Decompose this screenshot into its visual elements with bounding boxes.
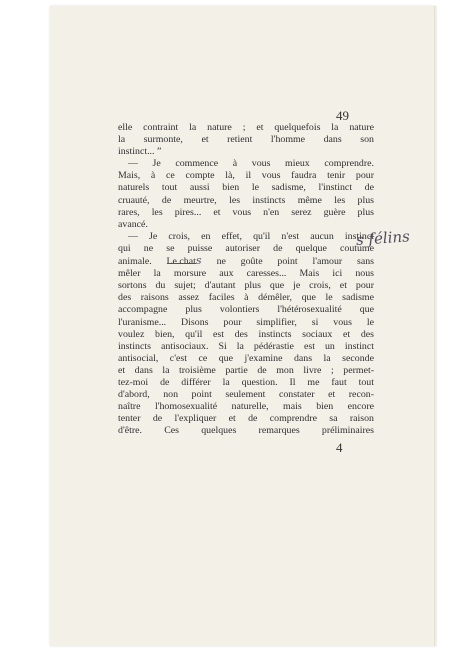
text-line: tez-moi de différer la question. Il me faut tout <box>118 376 374 388</box>
text-line: accompagne plus volontiers l'hétérosexualité que <box>118 304 374 316</box>
text-line: avancé. <box>118 218 148 230</box>
text-line: qui ne se puisse autoriser de quelque coutume <box>118 242 374 254</box>
text-line: rares, les pires... et vous n'en serez guère plus <box>118 206 374 218</box>
text-line: et dans la troisième partie de mon livre ; permet- <box>118 364 374 376</box>
text-line: Mais, à ce compte là, il vous faudra tenir pour <box>118 170 374 182</box>
text-line: mêler la morsure aux caresses... Mais ici nous <box>118 268 374 280</box>
text-line: naître l'homosexualité naturelle, mais bien encore <box>118 401 374 413</box>
text-line: sortons du sujet; d'autant plus que je crois, et pour <box>118 280 374 292</box>
text-line: d'abord, non point seulement constater et recon- <box>118 389 374 401</box>
body-text <box>118 122 374 437</box>
struck-word: Le chat <box>166 256 196 268</box>
text-line: antisocial, c'est ce que j'examine dans la seconde <box>118 352 374 364</box>
text-line: — Je commence à vous mieux comprendre. <box>128 158 374 170</box>
text-fragment: ne goûte point l'amour sans <box>201 256 374 268</box>
text-line: tenter de l'expliquer et de comprendre sa raison <box>118 413 374 425</box>
text-line: instincts antisociaux. Si la pédérastie est un instinct <box>118 340 374 352</box>
text-line: naturels tout aussi bien le sadisme, l'instinct de <box>118 182 374 194</box>
handwritten-margin-note: s félins <box>355 227 411 249</box>
signature-mark: 4 <box>336 440 343 455</box>
page-fold-shadow <box>434 6 437 646</box>
page-number: 49 <box>336 108 349 123</box>
text-line-corrected <box>118 255 374 268</box>
text-line: la surmonte, et retient l'homme dans son <box>118 134 374 146</box>
text-line: voulez bien, qu'il est des instincts sociaux et des <box>118 328 374 340</box>
text-line: cruauté, de meurtre, les instincts même les plus <box>118 194 374 206</box>
text-line: d'être. Ces quelques remarques préliminaires <box>118 425 374 437</box>
text-line: elle contraint la nature ; et quelquefois la nature <box>118 122 374 133</box>
text-fragment: animale. <box>118 256 167 268</box>
handwritten-correction: s <box>195 254 202 268</box>
text-line: des raisons assez faciles à démêler, que le sadisme <box>118 292 374 304</box>
text-line: — Je crois, en effet, qu'il n'est aucun instinct <box>128 230 374 242</box>
text-line: l'uranisme... Disons pour simplifier, si vous le <box>118 316 374 328</box>
text-line: instinct... ” <box>118 146 162 158</box>
